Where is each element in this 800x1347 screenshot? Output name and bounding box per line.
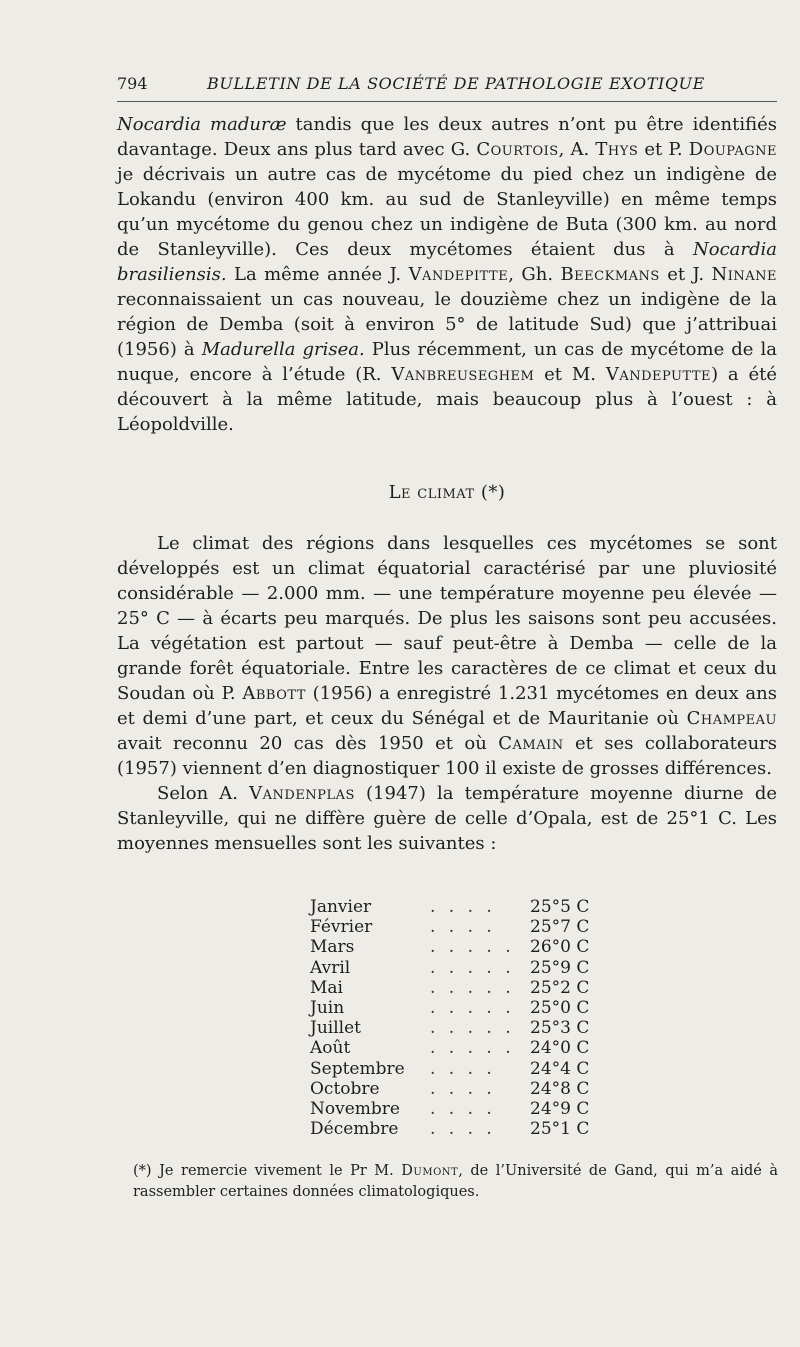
author-name: Vandepitte bbox=[408, 264, 509, 285]
leader-dots: . . . . . bbox=[430, 998, 515, 1019]
author-name: Champeau bbox=[686, 708, 777, 729]
text-seg: et M. bbox=[534, 364, 606, 385]
temperature-value: 25°2 C bbox=[530, 977, 590, 998]
author-name: Beeckmans bbox=[560, 264, 660, 285]
text-seg: et P. bbox=[638, 139, 689, 160]
temperature-value: 25°7 C bbox=[530, 917, 590, 938]
text-seg: (*) Je remercie vivement le Pr M. bbox=[133, 1163, 402, 1179]
climate-section bbox=[117, 531, 777, 856]
text-seg: , Gh. bbox=[508, 264, 561, 285]
leader-dots: . . . . . bbox=[430, 937, 515, 958]
temperature-value: 24°0 C bbox=[530, 1038, 590, 1059]
author-name: Abbott bbox=[242, 683, 306, 704]
text-seg: (1956) a enregistré 1.231 mycétomes en deux ans et demi d’une part, et ceux du Sénégal et de Mauritanie où bbox=[117, 683, 777, 729]
table-row bbox=[310, 917, 610, 937]
leader-dots: . . . . . bbox=[430, 1038, 515, 1059]
leader-dots: . . . . . bbox=[430, 977, 515, 998]
text-seg: tandis que les deux autres n’ont pu être identifiés davantage. Deux ans plus tard avec G. bbox=[117, 114, 777, 160]
author-name: Dumont bbox=[401, 1163, 459, 1179]
temperature-value: 25°5 C bbox=[530, 897, 590, 917]
leader-dots: . . . . bbox=[430, 1078, 496, 1099]
leader-dots: . . . . . bbox=[430, 1018, 515, 1039]
leader-dots: . . . . bbox=[430, 1119, 496, 1140]
section-title: Le climat (*) bbox=[388, 482, 506, 503]
table-row bbox=[310, 998, 610, 1018]
header-rule bbox=[117, 101, 777, 102]
month-label: Décembre bbox=[310, 1119, 399, 1140]
month-label: Novembre bbox=[310, 1099, 400, 1120]
text-seg: et ses collaborateurs (1957) viennent d’en diagnostiquer 100 il existe de grosses différences. bbox=[117, 733, 778, 779]
month-label: Août bbox=[310, 1038, 351, 1059]
author-name: Camain bbox=[498, 733, 564, 754]
text-seg: , de l’Université de Gand, qui m’a aidé à rassembler certaines données climatologiques. bbox=[133, 1163, 778, 1200]
text-seg: Selon A. bbox=[157, 783, 250, 804]
text-seg: , A. bbox=[558, 139, 596, 160]
text-seg: reconnaissaient un cas nouveau, le douzième chez un indigène de la région de Demba (soit à environ 5° de latitude Sud) que j’attribuai (1956) à bbox=[117, 289, 777, 360]
temperature-value: 25°1 C bbox=[530, 1119, 590, 1140]
text-seg: je décrivais un autre cas de mycétome du pied chez un indigène de Lokandu (environ 400 km. au sud de Stanleyville) en même temps qu’un mycétome du genou chez un indigène de Buta (300 km. au nord de Stanleyville). Ces deux mycétomes étaient dus à bbox=[117, 164, 777, 260]
table-row bbox=[310, 897, 610, 917]
page-number: 794 bbox=[117, 74, 148, 93]
month-label: Avril bbox=[310, 957, 351, 978]
climate-paragraph-2 bbox=[117, 781, 777, 856]
text-seg: (1947) la température moyenne diurne de Stanleyville, qui ne diffère guère de celle d’Opala, est de 25°1 C. Les moyennes mensuelles sont les suivantes : bbox=[117, 783, 777, 854]
text-seg: Le climat des régions dans lesquelles ces mycétomes se sont développés est un climat équatorial caractérisé par une pluviosité considérable — 2.000 mm. — une température moyenne peu élevée — 25° C — à écarts peu marqués. De plus les saisons sont peu accusées. La végétation est partout — sauf peut-être à Demba — celle de la grande forêt équatoriale. Entre les caractères de ce climat et ceux du Soudan où P. bbox=[117, 533, 777, 704]
temperature-value: 25°9 C bbox=[530, 957, 590, 978]
table-row bbox=[310, 937, 610, 957]
species-name: Madurella grisea. bbox=[201, 339, 365, 360]
leader-dots: . . . . bbox=[430, 1058, 496, 1079]
author-name: Ninane bbox=[711, 264, 778, 285]
author-name: Thys bbox=[595, 139, 639, 160]
author-name: Vanbreuseghem bbox=[391, 364, 535, 385]
page-header bbox=[117, 74, 777, 93]
table-row bbox=[310, 1018, 610, 1038]
text-seg: ) a été découvert à la même latitude, mais beaucoup plus à l’ouest : à Léopoldville. bbox=[117, 364, 777, 435]
table-row bbox=[310, 1059, 610, 1079]
footnote bbox=[133, 1161, 778, 1203]
monthly-temperature-table bbox=[310, 897, 610, 1139]
month-label: Juin bbox=[310, 998, 345, 1019]
table-row bbox=[310, 1079, 610, 1099]
intro-paragraph bbox=[117, 112, 777, 437]
table-row bbox=[310, 1099, 610, 1119]
running-title: BULLETIN DE LA SOCIÉTÉ DE PATHOLOGIE EXOTIQUE bbox=[207, 74, 705, 93]
text-seg: La même année J. bbox=[226, 264, 409, 285]
text-seg: Nocardia maduræ bbox=[117, 114, 287, 135]
table-row bbox=[310, 978, 610, 998]
month-label: Février bbox=[310, 917, 373, 938]
temperature-value: 25°3 C bbox=[530, 1018, 590, 1039]
table-row bbox=[310, 958, 610, 978]
temperature-value: 25°0 C bbox=[530, 998, 590, 1019]
author-name: Vandenplas bbox=[249, 783, 355, 804]
table-row bbox=[310, 1119, 610, 1139]
month-label: Juillet bbox=[310, 1018, 361, 1039]
leader-dots: . . . . bbox=[430, 917, 496, 938]
text-seg: avait reconnu 20 cas dès 1950 et où bbox=[117, 733, 499, 754]
text-seg: et J. bbox=[659, 264, 712, 285]
temperature-value: 24°8 C bbox=[530, 1078, 590, 1099]
climate-paragraph-1 bbox=[117, 531, 777, 781]
month-label: Mars bbox=[310, 937, 355, 958]
leader-dots: . . . . bbox=[430, 897, 496, 917]
text-seg: Plus récemment, un cas de mycétome de la nuque, encore à l’étude (R. bbox=[117, 339, 777, 385]
author-name: Courtois bbox=[476, 139, 559, 160]
author-name: Doupagne bbox=[688, 139, 778, 160]
month-label: Octobre bbox=[310, 1078, 380, 1099]
temperature-value: 26°0 C bbox=[530, 937, 590, 958]
table-row bbox=[310, 1038, 610, 1058]
month-label: Mai bbox=[310, 977, 343, 998]
species-name: Nocardia brasiliensis. bbox=[117, 239, 777, 285]
leader-dots: . . . . . bbox=[430, 957, 515, 978]
leader-dots: . . . . bbox=[430, 1099, 496, 1120]
temperature-value: 24°9 C bbox=[530, 1099, 590, 1120]
author-name: Vandeputte bbox=[605, 364, 712, 385]
month-label: Janvier bbox=[310, 897, 372, 917]
month-label: Septembre bbox=[310, 1058, 405, 1079]
temperature-value: 24°4 C bbox=[530, 1058, 590, 1079]
